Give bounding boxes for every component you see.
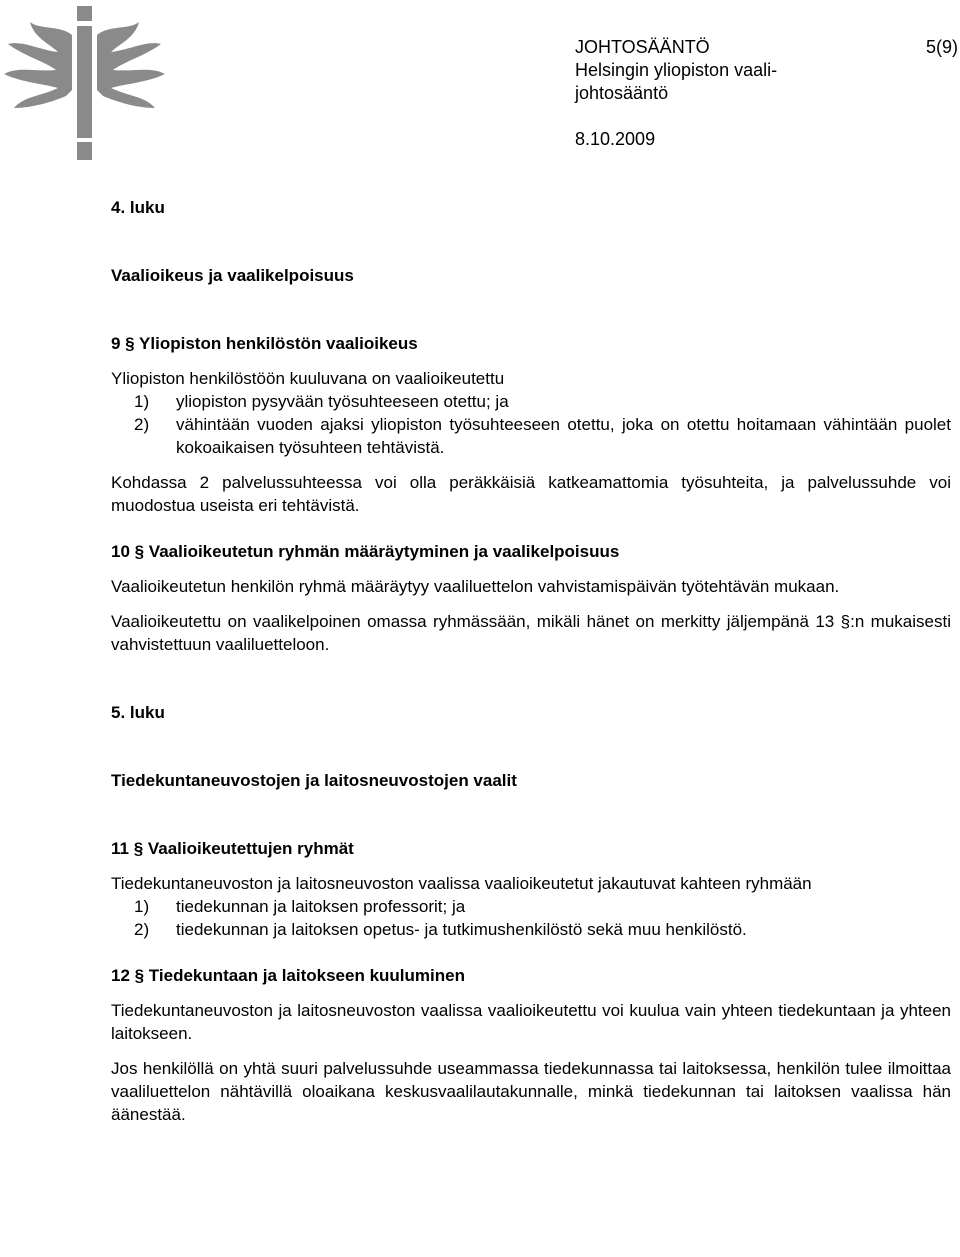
- section-9-heading: 9 § Yliopiston henkilöstön vaalioikeus: [111, 334, 418, 353]
- list-text: yliopiston pysyvään työsuhteeseen otettu; ja: [176, 392, 509, 411]
- section-9-intro: Yliopiston henkilöstöön kuuluvana on vaalioikeutettu: [111, 369, 505, 388]
- section-11-heading: 11 § Vaalioikeutettujen ryhmät: [111, 839, 354, 858]
- section-11-item-1: [111, 895, 951, 918]
- section-9-paragraph: Kohdassa 2 palvelussuhteessa voi olla peräkkäisiä katkeamattomia työsuhteita, ja palvelussuhde voi muodostua useista eri tehtävistä.: [111, 473, 951, 515]
- section-10-paragraph-1: Vaalioikeutetun henkilön ryhmä määräytyy vaaliluettelon vahvistamispäivän työtehtävän mukaan.: [111, 577, 840, 596]
- list-text: tiedekunnan ja laitoksen opetus- ja tutkimushenkilöstö sekä muu henkilöstö.: [176, 920, 747, 939]
- chapter-4-number: 4. luku: [111, 198, 165, 217]
- document-body: [111, 196, 951, 1126]
- document-date: 8.10.2009: [575, 129, 656, 149]
- section-12-paragraph-2: Jos henkilöllä on yhtä suuri palvelussuhde useammassa tiedekunnassa tai laitoksessa, henkilön tulee ilmoittaa vaaliluettelon nähtävillä oloaikana keskusvaalilautakunnalle, minkä tiedekunnan tai laitoksen vaalissa hän äänestää.: [111, 1059, 951, 1124]
- university-flame-logo-icon: [0, 0, 170, 165]
- section-10-paragraph-2: Vaalioikeutettu on vaalikelpoinen omassa ryhmässään, mikäli hänet on merkitty jäljempänä 13 §:n mukaisesti vahvistettuun vaaliluetteloon.: [111, 612, 951, 654]
- section-9-item-1: [111, 390, 951, 413]
- section-12-heading: 12 § Tiedekuntaan ja laitokseen kuuluminen: [111, 966, 465, 985]
- list-number: 1): [134, 897, 150, 916]
- page-number: 5(9): [926, 37, 959, 57]
- list-number: 2): [134, 920, 150, 939]
- document-header: [575, 36, 959, 105]
- chapter-5-title: Tiedekuntaneuvostojen ja laitosneuvostojen vaalit: [111, 771, 517, 790]
- list-text: vähintään vuoden ajaksi yliopiston työsuhteeseen otettu, joka on otettu hoitamaan vähintään puolet kokoaikaisen työsuhteen tehtävistä.: [176, 415, 951, 457]
- header-title: JOHTOSÄÄNTÖ: [575, 37, 710, 57]
- section-9-item-2: [111, 413, 951, 459]
- header-subtitle-line1: Helsingin yliopiston vaali-: [575, 60, 778, 80]
- list-number: 1): [134, 392, 150, 411]
- chapter-5-number: 5. luku: [111, 703, 165, 722]
- list-text: tiedekunnan ja laitoksen professorit; ja: [176, 897, 466, 916]
- section-10-heading: 10 § Vaalioikeutetun ryhmän määräytyminen ja vaalikelpoisuus: [111, 542, 620, 561]
- section-12-paragraph-1: Tiedekuntaneuvoston ja laitosneuvoston vaalissa vaalioikeutettu voi kuulua vain yhteen tiedekuntaan ja yhteen laitokseen.: [111, 1001, 951, 1043]
- header-subtitle-line2: johtosääntö: [575, 83, 669, 103]
- section-11-item-2: [111, 918, 951, 941]
- chapter-4-title: Vaalioikeus ja vaalikelpoisuus: [111, 266, 354, 285]
- section-11-intro: Tiedekuntaneuvoston ja laitosneuvoston vaalissa vaalioikeutetut jakautuvat kahteen ryhmään: [111, 874, 812, 893]
- list-number: 2): [134, 415, 150, 434]
